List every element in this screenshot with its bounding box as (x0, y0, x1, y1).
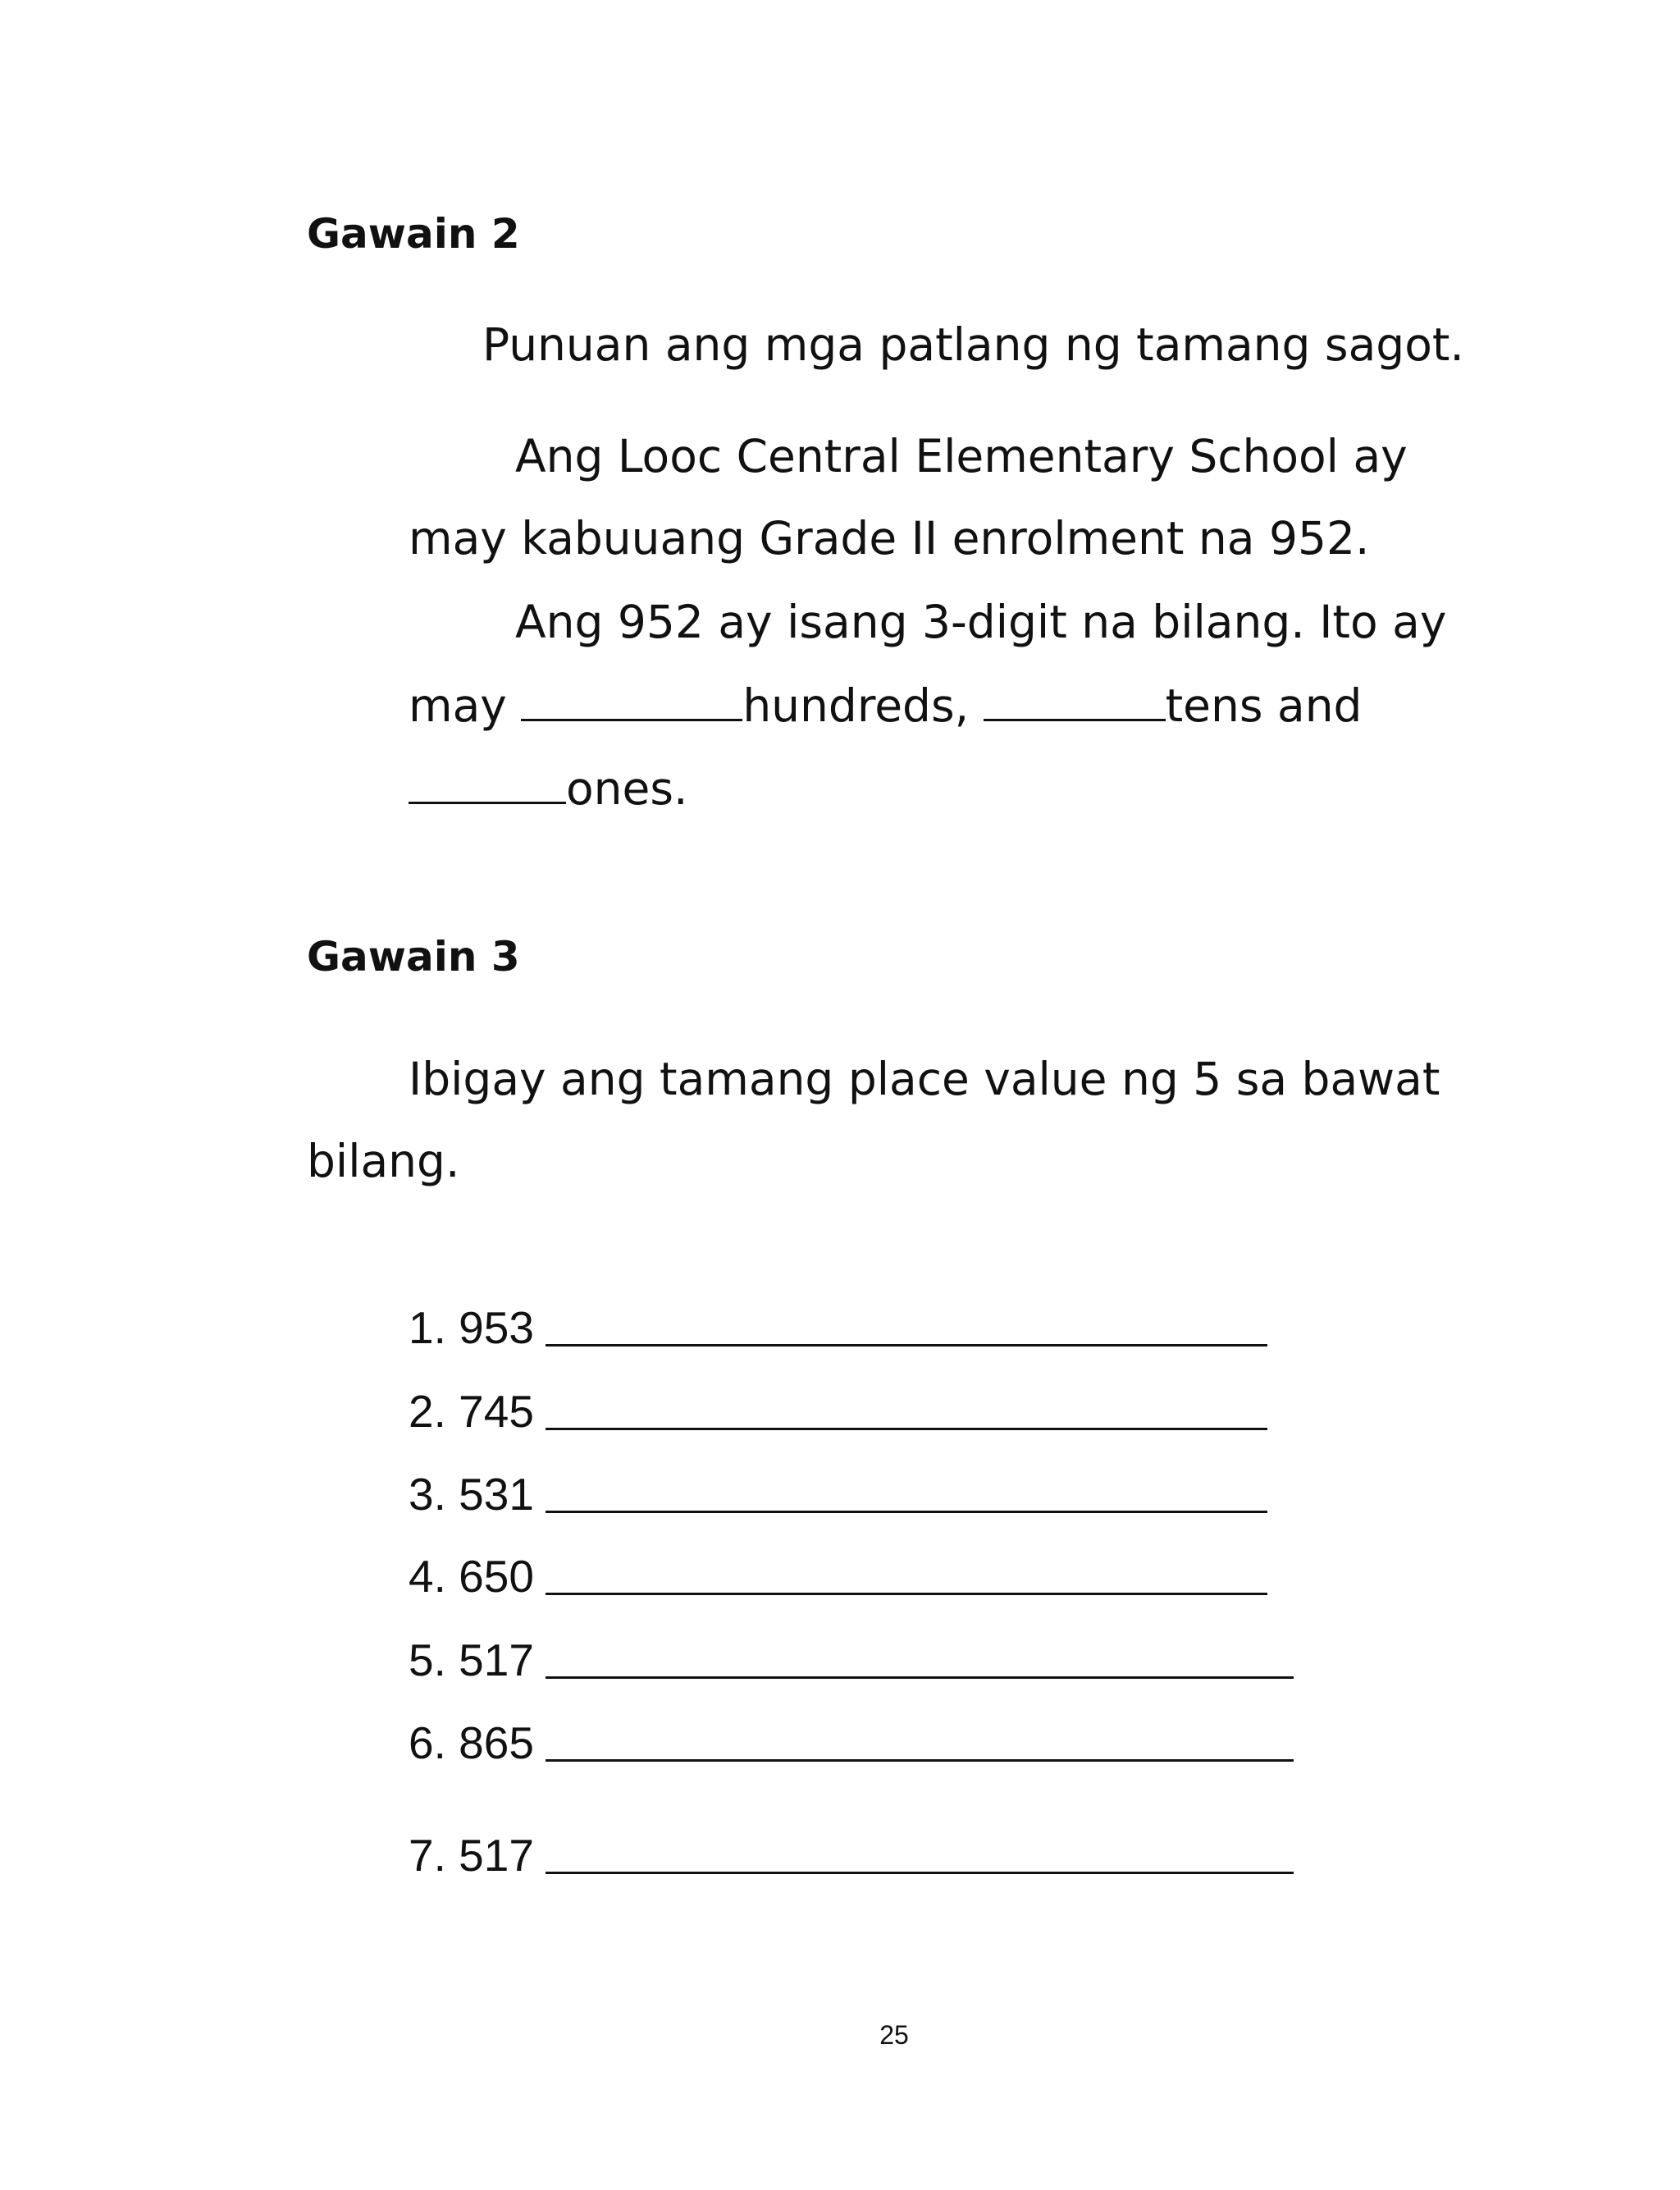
exercise-item-1 (409, 1299, 1267, 1356)
gawain-2-paragraph-1-line-1: Ang Looc Central Elementary School ay (515, 430, 1408, 482)
gawain-2-paragraph-1-line-2: may kabuuang Grade II enrolment na 952. (409, 512, 1370, 565)
tens-blank[interactable] (984, 678, 1166, 721)
exercise-item-5 (409, 1631, 1294, 1689)
gawain-3-heading: Gawain 3 (307, 933, 520, 981)
gawain-2-instruction: Punuan ang mga patlang ng tamang sagot. (482, 318, 1464, 371)
item-3-answer-line[interactable] (546, 1471, 1267, 1513)
item-5-answer-line[interactable] (546, 1637, 1294, 1679)
item-1-label: 1. 953 (409, 1302, 534, 1353)
gawain-3-instruction-line-2: bilang. (307, 1135, 460, 1187)
page-number: 25 (879, 2020, 909, 2050)
item-4-label: 4. 650 (409, 1551, 534, 1602)
item-5-label: 5. 517 (409, 1634, 534, 1685)
gawain-2-heading: Gawain 2 (307, 210, 520, 258)
gawain-2-paragraph-2-line-1: Ang 952 ay isang 3-digit na bilang. Ito ay (515, 596, 1447, 648)
item-7-label: 7. 517 (409, 1830, 534, 1881)
ones-blank[interactable] (409, 761, 566, 804)
gawain-2-paragraph-2-line-2 (409, 677, 1362, 734)
exercise-item-7 (409, 1827, 1294, 1884)
gawain-3-instruction-line-1: Ibigay ang tamang place value ng 5 sa bawat (409, 1053, 1440, 1105)
text-hundreds: hundreds, (742, 679, 970, 732)
exercise-item-4 (409, 1548, 1267, 1605)
hundreds-blank[interactable] (521, 678, 742, 721)
item-4-answer-line[interactable] (546, 1553, 1267, 1595)
item-1-answer-line[interactable] (546, 1305, 1267, 1346)
exercise-item-2 (409, 1383, 1267, 1440)
item-7-answer-line[interactable] (546, 1832, 1294, 1874)
item-2-answer-line[interactable] (546, 1388, 1267, 1430)
text-ones: ones. (566, 762, 688, 815)
item-6-answer-line[interactable] (546, 1720, 1294, 1762)
exercise-item-6 (409, 1714, 1294, 1772)
exercise-item-3 (409, 1465, 1267, 1523)
text-may: may (409, 679, 507, 732)
gawain-2-paragraph-2-line-3 (409, 760, 687, 817)
item-3-label: 3. 531 (409, 1469, 534, 1520)
item-2-label: 2. 745 (409, 1386, 534, 1437)
item-6-label: 6. 865 (409, 1717, 534, 1768)
text-tens: tens and (1165, 679, 1363, 732)
